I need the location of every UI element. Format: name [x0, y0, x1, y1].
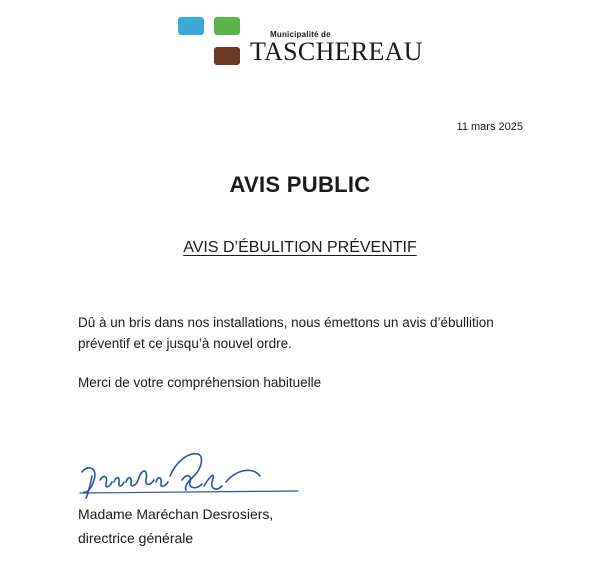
notice-subtitle: AVIS D’ÉBULITION PRÉVENTIF	[183, 239, 417, 256]
municipality-logo	[178, 17, 428, 69]
notice-paragraph-line-2: préventif et ce jusqu’à nouvel ordre.	[78, 336, 292, 351]
logo-subtitle: Municipalité de	[270, 30, 331, 39]
signatory-name: Madame Maréchan Desrosiers,	[78, 506, 274, 522]
signatory-title: directrice générale	[78, 530, 194, 546]
logo-blue-square	[178, 17, 204, 35]
signature-underline	[80, 491, 298, 493]
notice-paragraph-line-1: Dû à un bris dans nos installations, nous émettons un avis d’ébullition	[78, 315, 494, 330]
logo-name: TASCHEREAU	[250, 37, 423, 66]
notice-date: 11 mars 2025	[456, 121, 523, 133]
page-title: AVIS PUBLIC	[229, 172, 371, 197]
logo-green-square	[214, 17, 240, 35]
notice-paragraph	[78, 312, 538, 354]
thanks-paragraph: Merci de votre compréhension habituelle	[78, 375, 322, 390]
logo-brown-square	[214, 47, 240, 65]
handwritten-signature	[76, 446, 306, 504]
